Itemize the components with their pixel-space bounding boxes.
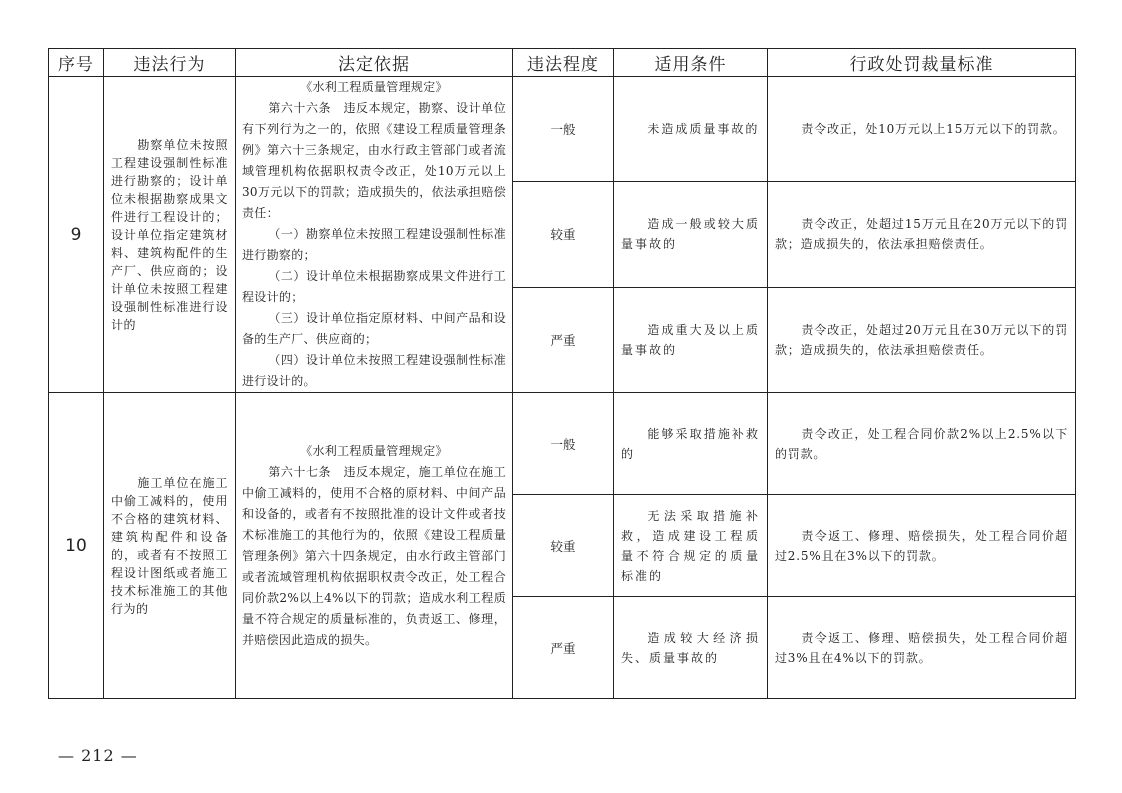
condition-cell xyxy=(614,77,768,182)
severity-cell: 较重 xyxy=(513,495,614,597)
severity-cell: 一般 xyxy=(513,393,614,495)
condition-text: 未造成质量事故的 xyxy=(647,122,760,137)
header-row xyxy=(49,49,1076,77)
row-number: 10 xyxy=(49,393,104,699)
article-text: 第六十七条 违反本规定，施工单位在施工中偷工减料的，使用不合格的原材料、中间产品和设备的，或者有不按照批准的设计文件或者技术标准施工的其他行为的，依照《建设工程质量管理条例》第六十四条规定，由水行政主管部门或者流域管理机构依据职权责令改正，处工程合同价款2%以上4%以下的罚款；造成水利工程质量不符合规定的质量标准的，负责返工、修理，并赔偿因此造成的损失。 xyxy=(242,464,506,647)
standard-text: 责令改正，处工程合同价款2%以上2.5%以下的罚款。 xyxy=(775,426,1068,461)
standard-cell xyxy=(768,287,1076,392)
severity-cell: 较重 xyxy=(513,182,614,287)
table-row xyxy=(49,77,1076,182)
article-item: （二）设计单位未根据勘察成果文件进行工程设计的； xyxy=(242,269,506,304)
violation-text: 施工单位在施工中偷工减料的，使用不合格的建筑材料、建筑构配件和设备的，或者有不按照工程设计图纸或者施工技术标准施工的其他行为的 xyxy=(111,475,228,616)
violation-text: 勘察单位未按照工程建设强制性标准进行勘察的；设计单位未根据勘察成果文件进行工程设计的；设计单位指定建筑材料、建筑构配件的生产厂、供应商的；设计单位未按照工程建设强制性标准进行设计的 xyxy=(111,137,228,332)
standard-cell xyxy=(768,495,1076,597)
condition-cell xyxy=(614,182,768,287)
page-number: — 212 — xyxy=(58,746,138,765)
standard-text: 责令改正，处超过15万元且在20万元以下的罚款；造成损失的，依法承担赔偿责任。 xyxy=(775,217,1068,252)
condition-text: 无法采取措施补救，造成建设工程质量不符合规定的质量标准的 xyxy=(621,508,760,583)
standard-cell xyxy=(768,393,1076,495)
header-conditions: 适用条件 xyxy=(614,49,768,77)
condition-text: 能够采取措施补救的 xyxy=(621,426,760,461)
standard-text: 责令改正，处10万元以上15万元以下的罚款。 xyxy=(801,122,1066,137)
row-number: 9 xyxy=(49,77,104,393)
article-text: 第六十六条 违反本规定，勘察、设计单位有下列行为之一的，依照《建设工程质量管理条例》第六十三条规定，由水行政主管部门或者流域管理机构依据职权责令改正，处10万元以上30万元以下的罚款；造成损失的，依法承担赔偿责任： xyxy=(242,101,506,220)
legal-basis-text xyxy=(236,441,512,651)
standard-cell xyxy=(768,597,1076,699)
regulation-title: 《水利工程质量管理规定》 xyxy=(300,80,448,94)
condition-cell xyxy=(614,287,768,392)
condition-cell xyxy=(614,495,768,597)
condition-text: 造成重大及以上质量事故的 xyxy=(621,322,760,357)
standard-cell xyxy=(768,182,1076,287)
violation-cell xyxy=(104,393,236,699)
condition-text: 造成较大经济损失、质量事故的 xyxy=(621,630,760,665)
header-severity: 违法程度 xyxy=(513,49,614,77)
article-item: （四）设计单位未按照工程建设强制性标准进行设计的。 xyxy=(242,353,506,388)
header-violation: 违法行为 xyxy=(104,49,236,77)
standard-text: 责令返工、修理、赔偿损失，处工程合同价超过3%且在4%以下的罚款。 xyxy=(775,630,1068,665)
legal-basis-cell xyxy=(236,77,513,393)
header-serial-number: 序号 xyxy=(49,49,104,77)
standard-text: 责令返工、修理、赔偿损失，处工程合同价超过2.5%且在3%以下的罚款。 xyxy=(775,528,1068,563)
header-penalty-standard: 行政处罚裁量标准 xyxy=(768,49,1076,77)
severity-cell: 严重 xyxy=(513,597,614,699)
condition-text: 造成一般或较大质量事故的 xyxy=(621,217,760,252)
table-row xyxy=(49,393,1076,495)
standard-cell xyxy=(768,77,1076,182)
legal-basis-cell xyxy=(236,393,513,699)
article-item: （三）设计单位指定原材料、中间产品和设备的生产厂、供应商的； xyxy=(242,311,506,346)
header-legal-basis: 法定依据 xyxy=(236,49,513,77)
severity-cell: 严重 xyxy=(513,287,614,392)
violation-cell xyxy=(104,77,236,393)
condition-cell xyxy=(614,597,768,699)
regulation-title: 《水利工程质量管理规定》 xyxy=(300,443,448,458)
penalty-discretion-table xyxy=(48,48,1076,699)
article-item: （一）勘察单位未按照工程建设强制性标准进行勘察的； xyxy=(242,227,506,262)
standard-text: 责令改正，处超过20万元且在30万元以下的罚款；造成损失的，依法承担赔偿责任。 xyxy=(775,322,1068,357)
condition-cell xyxy=(614,393,768,495)
legal-basis-text xyxy=(236,77,512,392)
severity-cell: 一般 xyxy=(513,77,614,182)
